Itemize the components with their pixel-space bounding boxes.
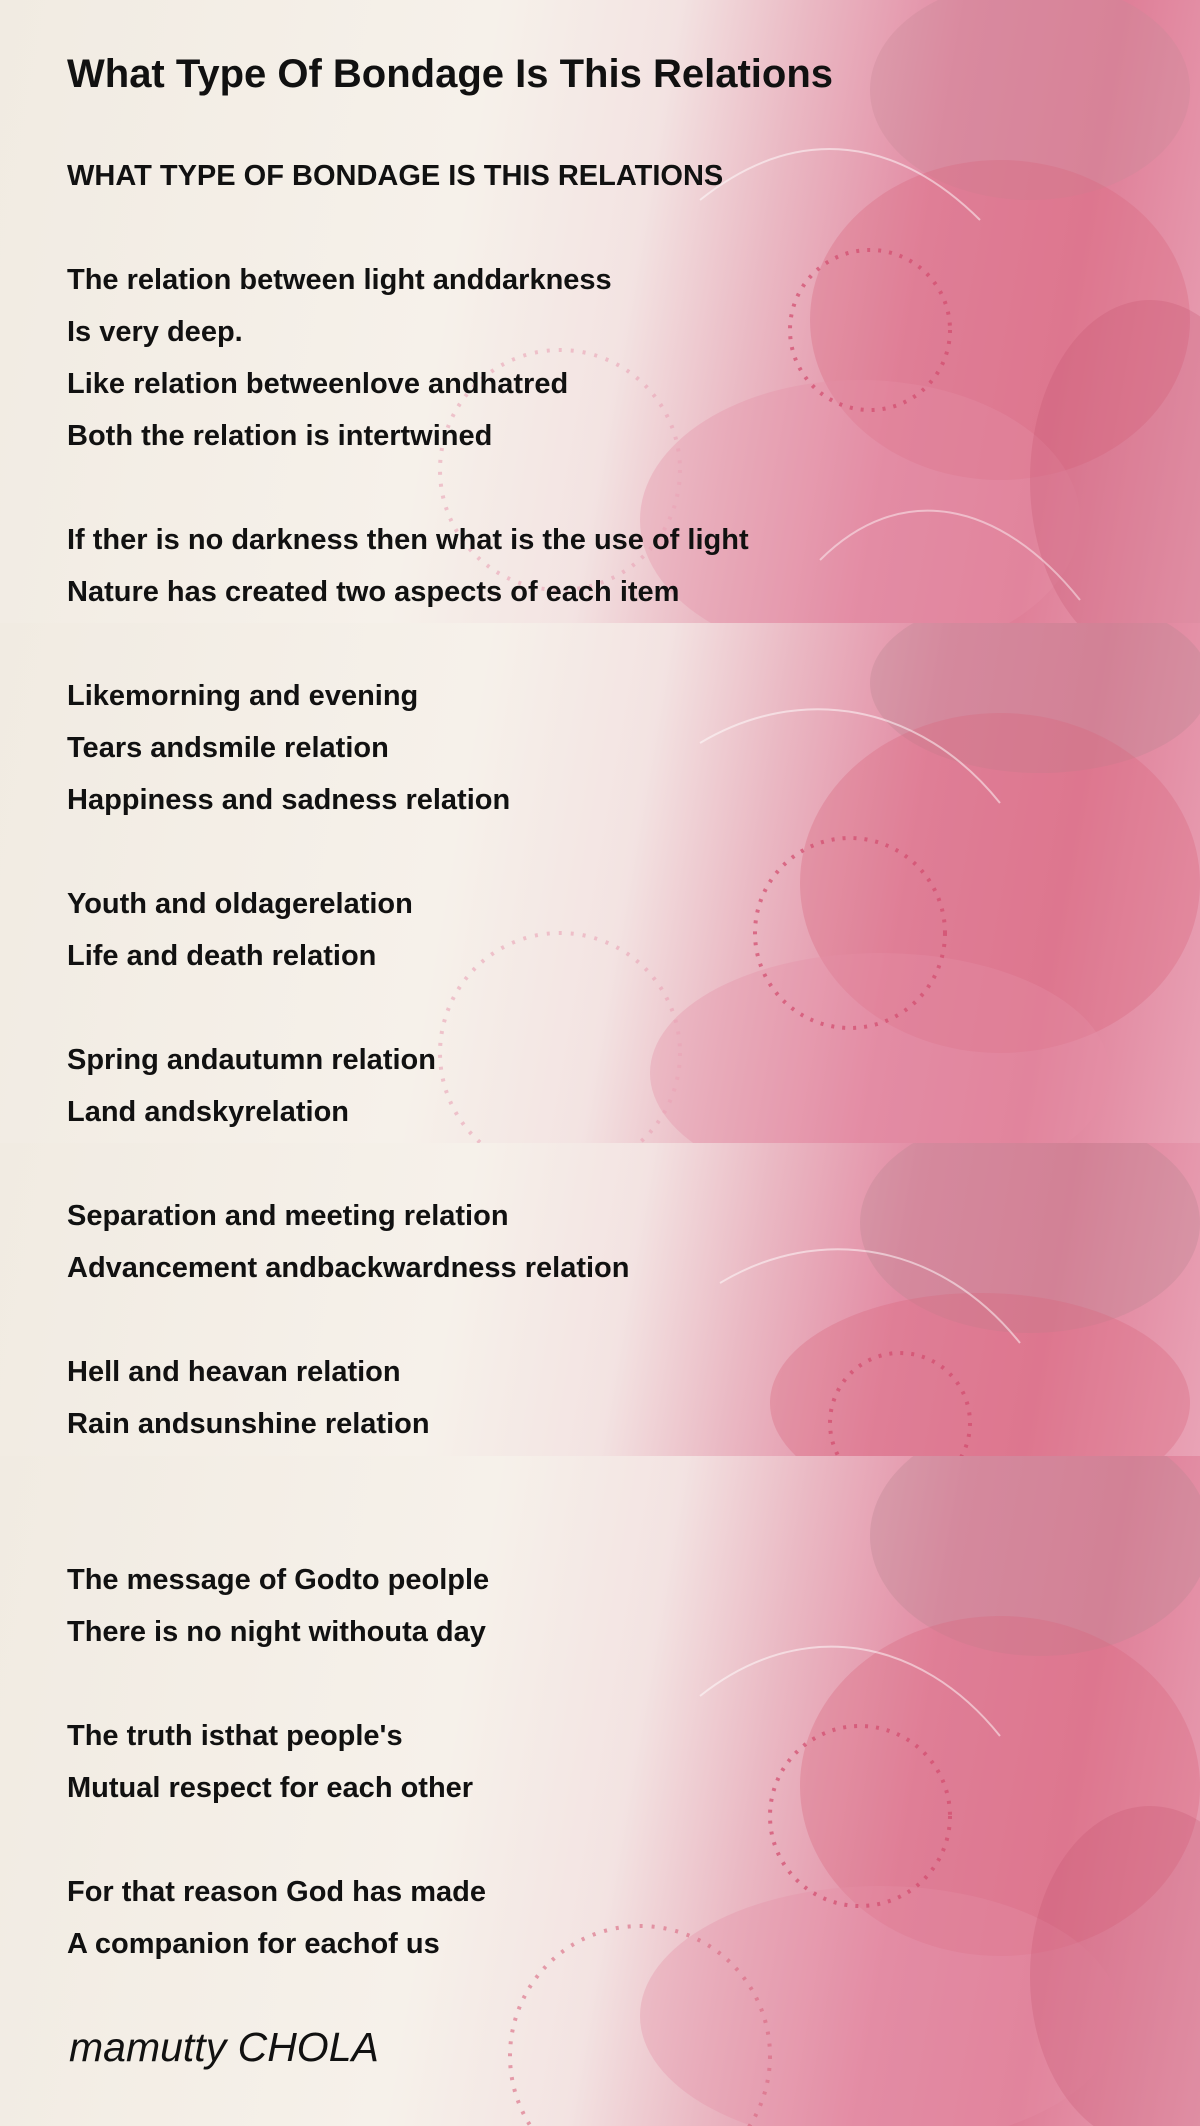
poem-line: Hell and heavan relation: [67, 1356, 401, 1388]
poem-line: [67, 1450, 749, 1502]
poem-line: Rain andsunshine relation: [67, 1408, 430, 1440]
poem-line: For that reason God has made: [67, 1876, 486, 1908]
poem-line: The relation between light anddarkness: [67, 264, 612, 296]
poem-line: Spring andautumn relation: [67, 1044, 436, 1076]
poem-line: [67, 462, 749, 514]
poem-line: Life and death relation: [67, 940, 377, 972]
poem-line: Tears andsmile relation: [67, 732, 389, 764]
poem-line: [67, 618, 749, 670]
poem-body: [67, 150, 749, 1970]
poem-title: What Type Of Bondage Is This Relations: [67, 52, 833, 96]
poem-line: [67, 1658, 749, 1710]
poem-author: mamutty CHOLA: [69, 2024, 379, 2070]
poem-line: The message of Godto peolple: [67, 1564, 490, 1596]
poem-line: A companion for eachof us: [67, 1928, 440, 1960]
poem-line: Youth and oldagerelation: [67, 888, 413, 920]
poem-line: There is no night withouta day: [67, 1616, 486, 1648]
poem-line: Separation and meeting relation: [67, 1200, 509, 1232]
poem-line: Nature has created two aspects of each item: [67, 576, 680, 608]
poem-line: Happiness and sadness relation: [67, 784, 511, 816]
poem-line: Advancement andbackwardness relation: [67, 1252, 630, 1284]
poem-line: Both the relation is intertwined: [67, 420, 493, 452]
poem-line: If ther is no darkness then what is the use of light: [67, 524, 749, 556]
poem-line: [67, 1814, 749, 1866]
poem-line: The truth isthat people's: [67, 1720, 403, 1752]
poem-line: Like relation betweenlove andhatred: [67, 368, 569, 400]
poem-line: WHAT TYPE OF BONDAGE IS THIS RELATIONS: [67, 160, 724, 192]
poem-line: [67, 202, 749, 254]
poem-line: [67, 1294, 749, 1346]
poem-line: Likemorning and evening: [67, 680, 419, 712]
poem-line: [67, 1138, 749, 1190]
poem-line: [67, 826, 749, 878]
poem-line: Land andskyrelation: [67, 1096, 350, 1128]
poem-line: [67, 1502, 749, 1554]
poem-line: Mutual respect for each other: [67, 1772, 474, 1804]
poem-line: [67, 982, 749, 1034]
poem-line: Is very deep.: [67, 316, 243, 348]
